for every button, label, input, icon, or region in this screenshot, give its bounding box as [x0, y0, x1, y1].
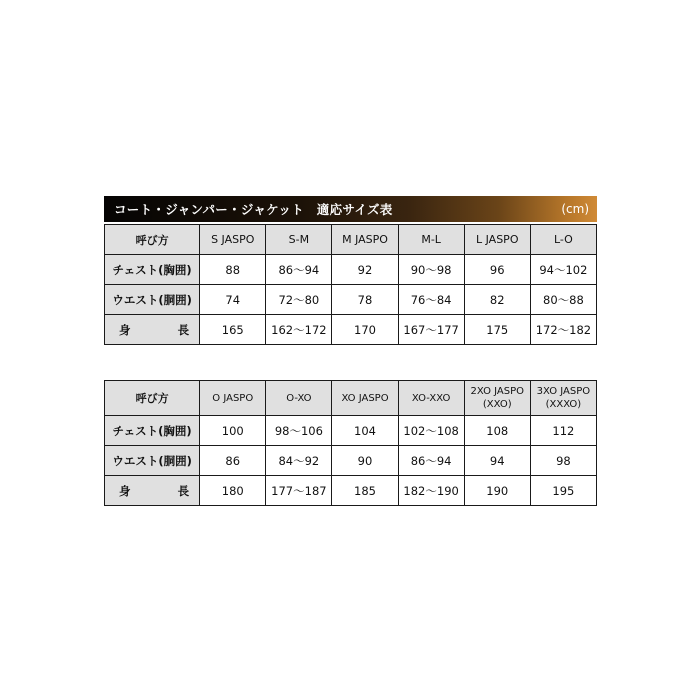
table-cell: 94〜102	[530, 255, 596, 285]
table-header-row	[105, 225, 597, 255]
table-header-row	[105, 381, 597, 416]
table-row-waist	[105, 285, 597, 315]
title-bar	[104, 196, 597, 222]
table-cell: 112	[530, 416, 596, 446]
table-cell: 170	[332, 315, 398, 345]
table-cell: 86	[200, 446, 266, 476]
table-cell: 195	[530, 476, 596, 506]
table-cell: 167〜177	[398, 315, 464, 345]
table-cell: 80〜88	[530, 285, 596, 315]
column-header: L JASPO	[464, 225, 530, 255]
column-header-line1: O-XO	[286, 392, 312, 404]
table-cell: 90	[332, 446, 398, 476]
table-cell: 102〜108	[398, 416, 464, 446]
table-row-waist	[105, 446, 597, 476]
table-row-height	[105, 476, 597, 506]
table-cell: 88	[200, 255, 266, 285]
row-label-chest: チェスト(胸囲)	[105, 416, 200, 446]
column-header	[266, 381, 332, 416]
table-cell: 162〜172	[266, 315, 332, 345]
table-cell: 84〜92	[266, 446, 332, 476]
column-header	[464, 381, 530, 416]
table-cell: 86〜94	[398, 446, 464, 476]
column-header: S JASPO	[200, 225, 266, 255]
column-header-line1: 3XO JASPO	[536, 386, 591, 397]
table-cell: 92	[332, 255, 398, 285]
table-cell: 90〜98	[398, 255, 464, 285]
table-cell: 74	[200, 285, 266, 315]
column-header-line2: (XXXO)	[545, 399, 582, 410]
table-cell: 172〜182	[530, 315, 596, 345]
header-label-cell: 呼び方	[105, 225, 200, 255]
table-cell: 175	[464, 315, 530, 345]
table-cell: 104	[332, 416, 398, 446]
row-label-height: 身 長	[105, 315, 200, 345]
row-label-chest: チェスト(胸囲)	[105, 255, 200, 285]
column-header	[332, 381, 398, 416]
column-header	[200, 381, 266, 416]
table-cell: 108	[464, 416, 530, 446]
table-cell: 98〜106	[266, 416, 332, 446]
column-header: M-L	[398, 225, 464, 255]
table-cell: 96	[464, 255, 530, 285]
row-label-waist: ウエスト(胴囲)	[105, 285, 200, 315]
table-cell: 100	[200, 416, 266, 446]
row-label-height: 身 長	[105, 476, 200, 506]
table-cell: 72〜80	[266, 285, 332, 315]
table-cell: 86〜94	[266, 255, 332, 285]
column-header-line2: (XXO)	[482, 399, 512, 410]
table-cell: 180	[200, 476, 266, 506]
table-cell: 76〜84	[398, 285, 464, 315]
column-header-line1: XO JASPO	[341, 392, 389, 404]
column-header-line1: O JASPO	[212, 392, 254, 404]
table-cell: 177〜187	[266, 476, 332, 506]
unit-label: (cm)	[561, 202, 589, 216]
column-header	[398, 381, 464, 416]
column-header-line1: 2XO JASPO	[470, 386, 524, 397]
column-header	[530, 381, 596, 416]
table-cell: 182〜190	[398, 476, 464, 506]
table-cell: 185	[332, 476, 398, 506]
row-label-waist: ウエスト(胴囲)	[105, 446, 200, 476]
table-row-chest	[105, 255, 597, 285]
table-cell: 190	[464, 476, 530, 506]
table-cell: 78	[332, 285, 398, 315]
size-table-2	[104, 380, 597, 506]
table-row-height	[105, 315, 597, 345]
column-header: L-O	[530, 225, 596, 255]
table-cell: 94	[464, 446, 530, 476]
header-label-cell: 呼び方	[105, 381, 200, 416]
table-cell: 82	[464, 285, 530, 315]
column-header-line1: XO-XXO	[411, 392, 451, 404]
column-header: S-M	[266, 225, 332, 255]
size-table-1	[104, 224, 597, 345]
table-row-chest	[105, 416, 597, 446]
table-cell: 98	[530, 446, 596, 476]
table-cell: 165	[200, 315, 266, 345]
page-title: コート・ジャンパー・ジャケット 適応サイズ表	[114, 202, 393, 217]
column-header: M JASPO	[332, 225, 398, 255]
